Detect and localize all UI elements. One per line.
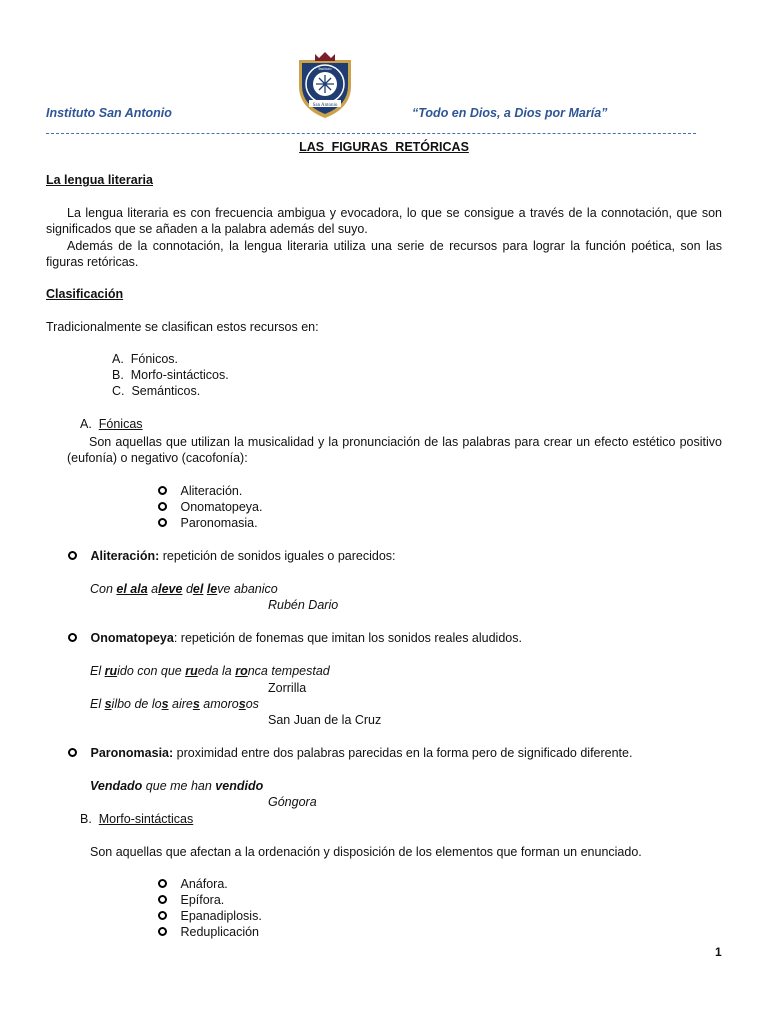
header-left: Instituto San Antonio <box>46 106 172 120</box>
header-divider <box>46 133 696 134</box>
bullet-icon <box>68 551 77 560</box>
bullet-icon <box>158 502 167 511</box>
bullet-icon <box>158 927 167 936</box>
aliteracion-item: Aliteración: repetición de sonidos iguales o parecidos: <box>68 549 396 563</box>
svg-text:San Antonio: San Antonio <box>312 103 338 108</box>
aliteracion-example: Con el ala aleve del leve abanico <box>90 582 278 596</box>
section-heading-clasificacion: Clasificación <box>46 287 124 301</box>
bullet-icon <box>158 911 167 920</box>
list-item: Epífora. <box>158 893 224 907</box>
bullet-icon <box>68 748 77 757</box>
paronomasia-item: Paronomasia: proximidad entre dos palabras parecidas en la forma pero de significado diferente. <box>68 746 632 760</box>
list-item: Paronomasia. <box>158 516 258 530</box>
section-a-heading <box>80 417 143 431</box>
onomatopeya-example-2: El silbo de los aires amorosos <box>90 697 259 711</box>
classification-intro: Tradicionalmente se clasifican estos recursos en: <box>46 320 319 334</box>
paragraph-2: Además de la connotación, la lengua literaria utiliza una serie de recursos para lograr la función poética, son las figuras retóricas. <box>46 239 722 269</box>
list-item: A. Fónicos. <box>112 352 178 366</box>
section-a-letter: A. <box>80 417 92 431</box>
onomatopeya-item: Onomatopeya: repetición de fonemas que imitan los sonidos reales aludidos. <box>68 631 522 645</box>
onomatopeya-example-1: El ruido con que rueda la ronca tempestad <box>90 664 330 678</box>
list-item: C. Semánticos. <box>112 384 201 398</box>
list-item: Reduplicación <box>158 925 259 939</box>
page-title: LAS FIGURAS RETÓRICAS <box>299 140 469 154</box>
list-item: Anáfora. <box>158 877 228 891</box>
bullet-icon <box>158 879 167 888</box>
bullet-icon <box>158 518 167 527</box>
school-logo <box>289 48 361 120</box>
bullet-icon <box>158 895 167 904</box>
aliteracion-author: Rubén Dario <box>268 598 339 612</box>
paronomasia-example: Vendado que me han vendido <box>90 779 264 793</box>
onomatopeya-author-1: Zorrilla <box>268 681 307 695</box>
list-item: Epanadiplosis. <box>158 909 262 923</box>
section-heading-lengua: La lengua literaria <box>46 173 153 187</box>
paragraph-1: La lengua literaria es con frecuencia ambigua y evocadora, lo que se consigue a través de la connotación, que son significados que se añaden a la palabra además del suyo. <box>46 206 722 236</box>
paronomasia-author: Góngora <box>268 795 317 809</box>
section-a-desc: Son aquellas que utilizan la musicalidad y la pronunciación de las palabras para crear un efecto estético positivo (eufonía) o negativo (cacofonía): <box>67 435 722 465</box>
section-a-title: Fónicas <box>98 417 143 431</box>
bullet-icon <box>68 633 77 642</box>
section-b-title: Morfo-sintácticas <box>98 812 194 826</box>
header-right: “Todo en Dios, a Dios por María” <box>412 106 608 120</box>
list-item: Aliteración. <box>158 484 242 498</box>
page-number: 1 <box>715 945 722 959</box>
section-b-heading <box>80 812 193 826</box>
bullet-icon <box>158 486 167 495</box>
onomatopeya-author-2: San Juan de la Cruz <box>268 713 382 727</box>
section-b-letter: B. <box>80 812 92 826</box>
list-item: Onomatopeya. <box>158 500 262 514</box>
list-item: B. Morfo-sintácticos. <box>112 368 229 382</box>
svg-text:Instituto: Instituto <box>318 66 332 71</box>
section-b-desc: Son aquellas que afectan a la ordenación y disposición de los elementos que forman un enunciado. <box>90 845 642 859</box>
